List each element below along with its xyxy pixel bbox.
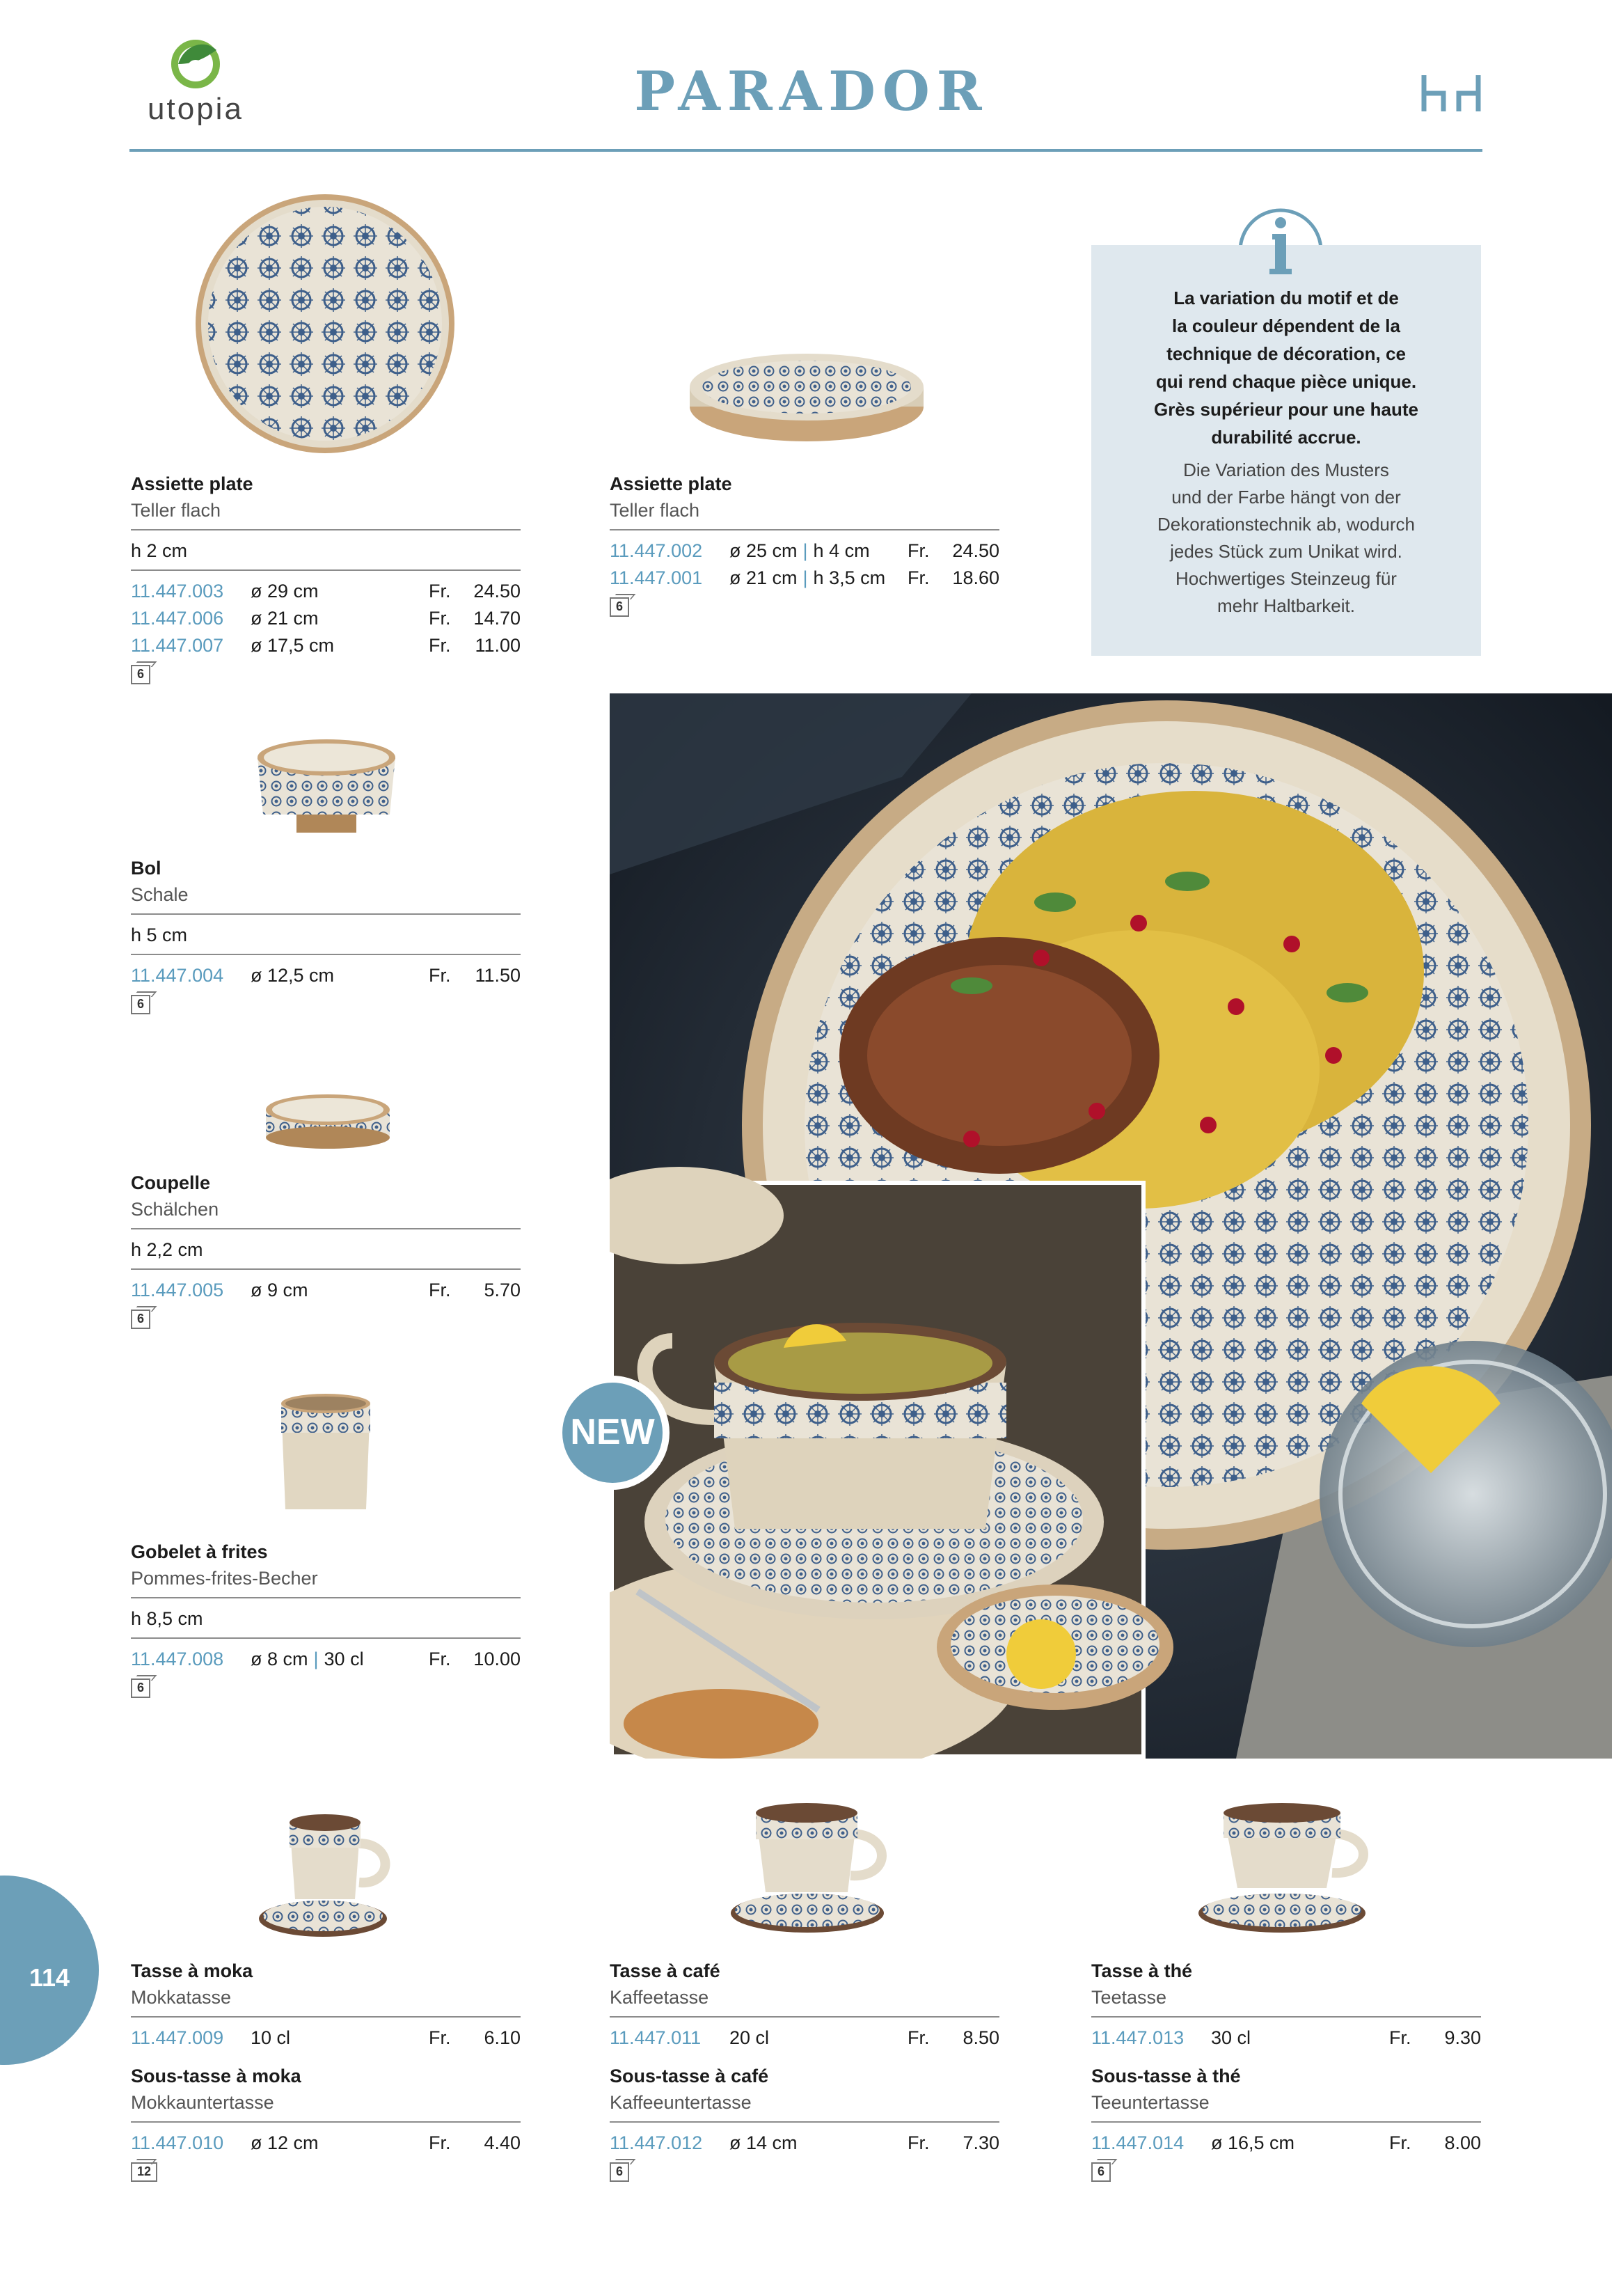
height: h 3,5 cm [813,567,886,588]
diameter: ø 25 cm [729,540,798,561]
currency: Fr. [429,581,451,601]
product-sub: Schälchen [131,1199,219,1220]
currency: Fr. [908,2132,930,2153]
product-name: Tasse à moka [131,1960,253,1981]
dimension [729,565,908,592]
product-rimmed-plate [610,471,999,618]
info-line: la couleur dépendent de la [1172,315,1400,336]
coffee-cup-image [728,1795,895,1934]
price: 24.50 [473,581,521,601]
pack-quantity-icon [1091,2160,1115,2183]
product-height: h 2 cm [131,540,188,561]
product-height: h 8,5 cm [131,1608,203,1629]
article-number: 11.447.014 [1091,2132,1185,2153]
currency: Fr. [1389,2027,1411,2048]
product-name: Tasse à café [610,1960,720,1981]
pack-quantity: 6 [136,1681,144,1695]
divider [131,1597,521,1598]
bowl-image [253,732,399,837]
saucer-name: Sous-tasse à moka [131,2066,301,2086]
divider [610,2016,999,2018]
divider [131,2121,521,2123]
dimension [251,1646,429,1673]
divider [131,1637,521,1639]
currency: Fr. [429,608,451,629]
info-line: La variation du motif et de [1173,288,1399,308]
divider [131,954,521,955]
logo-text: utopia [148,92,244,126]
currency: Fr. [429,1280,451,1300]
info-icon [1237,202,1324,278]
product-sub: Schale [131,884,189,905]
product-sub: Teetasse [1091,1987,1167,2008]
table-row [131,2024,521,2052]
table-row [131,2130,521,2157]
product-name: Tasse à thé [1091,1960,1193,1981]
dimension: ø 16,5 cm [1211,2132,1295,2153]
divider [131,2016,521,2018]
info-line: mehr Haltbarkeit. [1217,595,1355,616]
product-flat-plate [131,471,521,686]
pack-quantity-icon [131,1676,155,1699]
info-line: technique de décoration, ce [1166,343,1406,364]
info-line: Grès supérieur pour une haute [1154,399,1418,420]
divider [131,913,521,915]
dimension: ø 17,5 cm [251,635,335,656]
table-row [131,1277,521,1304]
brand-mark-icon [1420,72,1482,114]
dimension: 20 cl [729,2027,770,2048]
currency: Fr. [429,2132,451,2153]
page-number: 114 [29,1963,70,1992]
saucer-name: Sous-tasse à café [610,2066,769,2086]
info-line: durabilité accrue. [1211,427,1361,448]
tea-cup-image [1196,1795,1377,1934]
flat-plate-image [189,188,461,459]
article-number: 11.447.012 [610,2132,703,2153]
currency: Fr. [429,635,451,656]
new-badge [554,1374,671,1491]
price: 11.00 [475,635,521,656]
divider [131,529,521,530]
rimmed-plate-image [685,348,928,446]
price: 9.30 [1444,2027,1481,2048]
table-row [610,2130,999,2157]
article-number: 11.447.003 [131,581,224,601]
table-row [610,2024,999,2052]
pack-quantity-icon [131,662,155,686]
currency: Fr. [1389,2132,1411,2153]
pack-quantity: 6 [136,997,144,1011]
product-height: h 5 cm [131,925,188,945]
article-number: 11.447.006 [131,608,224,629]
table-row [131,962,521,989]
saucer-sub: Mokkauntertasse [131,2092,274,2113]
divider [131,569,521,571]
pack-quantity-icon [610,2160,633,2183]
price: 14.70 [473,608,521,629]
divider [1091,2016,1481,2018]
article-number: 11.447.001 [610,567,703,588]
product-moka [131,1958,521,2183]
divider [610,529,999,530]
table-row [131,605,521,632]
pack-quantity: 12 [136,2164,152,2178]
article-number: 11.447.004 [131,965,224,986]
product-sub: Teller flach [610,500,700,521]
pack-quantity-icon [131,1307,155,1330]
table-row [131,632,521,659]
price: 11.50 [475,965,521,986]
product-name: Coupelle [131,1172,211,1193]
info-line: Hochwertiges Steinzeug für [1175,568,1397,589]
table-row [610,565,999,592]
volume: 30 cl [324,1649,364,1669]
divider [610,2121,999,2123]
currency: Fr. [908,540,930,561]
pack-quantity: 6 [136,1312,144,1326]
product-name: Bol [131,858,161,879]
article-number: 11.447.010 [131,2132,224,2153]
price: 10.00 [473,1649,521,1669]
table-row [1091,2130,1481,2157]
product-bowl [131,855,521,1016]
saucer-sub: Teeuntertasse [1091,2092,1210,2113]
info-line: Die Variation des Musters [1183,459,1389,480]
price: 8.00 [1444,2132,1481,2153]
article-number: 11.447.002 [610,540,703,561]
currency: Fr. [429,2027,451,2048]
table-row [131,578,521,605]
divider [1091,2121,1481,2123]
price: 7.30 [963,2132,999,2153]
pack-quantity-icon [131,992,155,1016]
product-height: h 2,2 cm [131,1239,203,1260]
info-line: jedes Stück zum Unikat wird. [1170,541,1402,562]
dimension: ø 9 cm [251,1280,308,1300]
price: 5.70 [484,1280,521,1300]
currency: Fr. [908,2027,930,2048]
product-name: Assiette plate [131,473,253,494]
separator: | [802,540,808,561]
product-sub: Kaffeetasse [610,1987,709,2008]
gobelet-image [274,1390,377,1515]
info-box [1091,245,1481,656]
pack-quantity-icon [131,2160,161,2183]
saucer-sub: Kaffeeuntertasse [610,2092,752,2113]
article-number: 11.447.007 [131,635,224,656]
diameter: ø 8 cm [251,1649,308,1669]
price: 6.10 [484,2027,521,2048]
product-name: Gobelet à frites [131,1541,268,1562]
article-number: 11.447.013 [1091,2027,1185,2048]
coupelle-image [262,1089,394,1150]
pack-quantity: 6 [615,599,623,613]
pack-quantity: 6 [1097,2164,1105,2178]
info-line: und der Farbe hängt von der [1171,487,1401,508]
header-divider [129,149,1482,152]
article-number: 11.447.008 [131,1649,224,1669]
separator: | [313,1649,319,1669]
dimension [729,537,908,565]
table-row [1091,2024,1481,2052]
price: 24.50 [952,540,999,561]
saucer-name: Sous-tasse à thé [1091,2066,1241,2086]
info-line: Dekorationstechnik ab, wodurch [1157,514,1415,535]
separator: | [802,567,808,588]
dimension: ø 29 cm [251,581,319,601]
divider [131,1268,521,1270]
dimension: ø 12 cm [251,2132,319,2153]
product-sub: Pommes-frites-Becher [131,1568,318,1589]
price: 8.50 [963,2027,999,2048]
price: 4.40 [484,2132,521,2153]
divider [131,1228,521,1229]
pack-quantity: 6 [136,667,144,681]
product-coupelle [131,1170,521,1330]
moka-cup-image [255,1802,401,1941]
table-row [610,537,999,565]
product-sub: Mokkatasse [131,1987,232,2008]
product-the [1091,1958,1481,2183]
dimension: ø 14 cm [729,2132,798,2153]
product-sub: Teller flach [131,500,221,521]
diameter: ø 21 cm [729,567,798,588]
product-cafe [610,1958,999,2183]
page-title: PARADOR [634,60,989,123]
new-label: NEW [570,1412,655,1452]
article-number: 11.447.009 [131,2027,224,2048]
price: 18.60 [952,567,999,588]
food-photo [610,693,1612,1759]
currency: Fr. [429,1649,451,1669]
currency: Fr. [429,965,451,986]
product-gobelet [131,1539,521,1699]
info-line: qui rend chaque pièce unique. [1155,371,1417,392]
height: h 4 cm [813,540,870,561]
article-number: 11.447.005 [131,1280,224,1300]
info-text-fr [1091,284,1481,451]
pack-quantity-icon [610,595,633,618]
product-name: Assiette plate [610,473,732,494]
dimension: 30 cl [1211,2027,1251,2048]
dimension: ø 12,5 cm [251,965,335,986]
article-number: 11.447.011 [610,2027,702,2048]
dimension: ø 21 cm [251,608,319,629]
info-text-de [1091,457,1481,620]
dimension: 10 cl [251,2027,291,2048]
pack-quantity: 6 [615,2164,623,2178]
currency: Fr. [908,567,930,588]
table-row [131,1646,521,1673]
